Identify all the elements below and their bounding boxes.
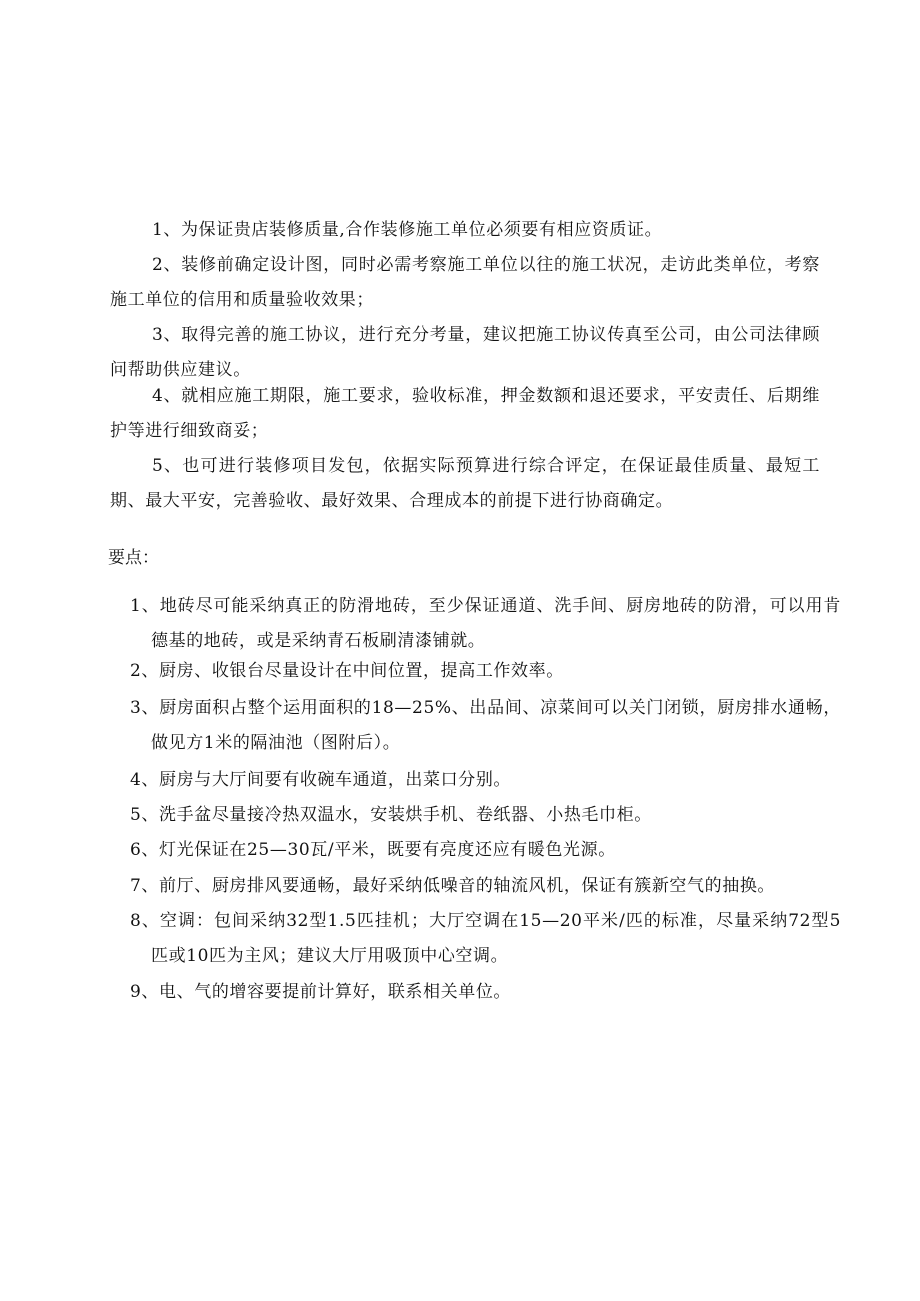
key-point-5: 5、洗手盆尽量接冷热双温水，安装烘手机、卷纸器、小热毛巾柜。 — [130, 805, 652, 825]
key-point-8: 8、空调：包间采纳32型1.5匹挂机；大厅空调在15—20平米/匹的标准，尽量采纳72型5匹或10匹为主风；建议大厅用吸顶中心空调。 — [130, 911, 841, 966]
key-point-2: 2、厨房、收银台尽量设计在中间位置，提高工作效率。 — [130, 661, 564, 681]
key-point-1: 1、地砖尽可能采纳真正的防滑地砖，至少保证通道、洗手间、厨房地砖的防滑，可以用肯德基的地砖，或是采纳青石板刷清漆铺就。 — [130, 596, 841, 651]
intro-paragraph-3: 3、取得完善的施工协议，进行充分考量，建议把施工协议传真至公司，由公司法律顾问帮助供应建议。 — [110, 325, 820, 380]
key-point-9: 9、电、气的增容要提前计算好，联系相关单位。 — [130, 982, 512, 1002]
intro-paragraph-5: 5、也可进行装修项目发包，依据实际预算进行综合评定，在保证最佳质量、最短工期、最大平安，完善验收、最好效果、合理成本的前提下进行协商确定。 — [110, 456, 820, 511]
key-point-7: 7、前厅、厨房排风要通畅，最好采纳低噪音的轴流风机，保证有簇新空气的抽换。 — [130, 876, 776, 896]
key-point-3: 3、厨房面积占整个运用面积的18—25%、出品间、凉菜间可以关门闭锁，厨房排水通畅，做见方1米的隔油池（图附后）。 — [130, 698, 841, 753]
intro-paragraph-1: 1、为保证贵店装修质量,合作装修施工单位必须要有相应资质证。 — [152, 220, 663, 240]
key-point-6: 6、灯光保证在25—30瓦/平米，既要有亮度还应有暖色光源。 — [130, 840, 616, 860]
key-points-heading: 要点： — [108, 548, 159, 568]
intro-paragraph-4: 4、就相应施工期限，施工要求，验收标准，押金数额和退还要求，平安责任、后期维护等进行细致商妥； — [110, 386, 820, 441]
key-point-4: 4、厨房与大厅间要有收碗车通道，出菜口分别。 — [130, 770, 512, 790]
intro-paragraph-2: 2、装修前确定设计图，同时必需考察施工单位以往的施工状况，走访此类单位，考察施工单位的信用和质量验收效果； — [110, 255, 820, 310]
